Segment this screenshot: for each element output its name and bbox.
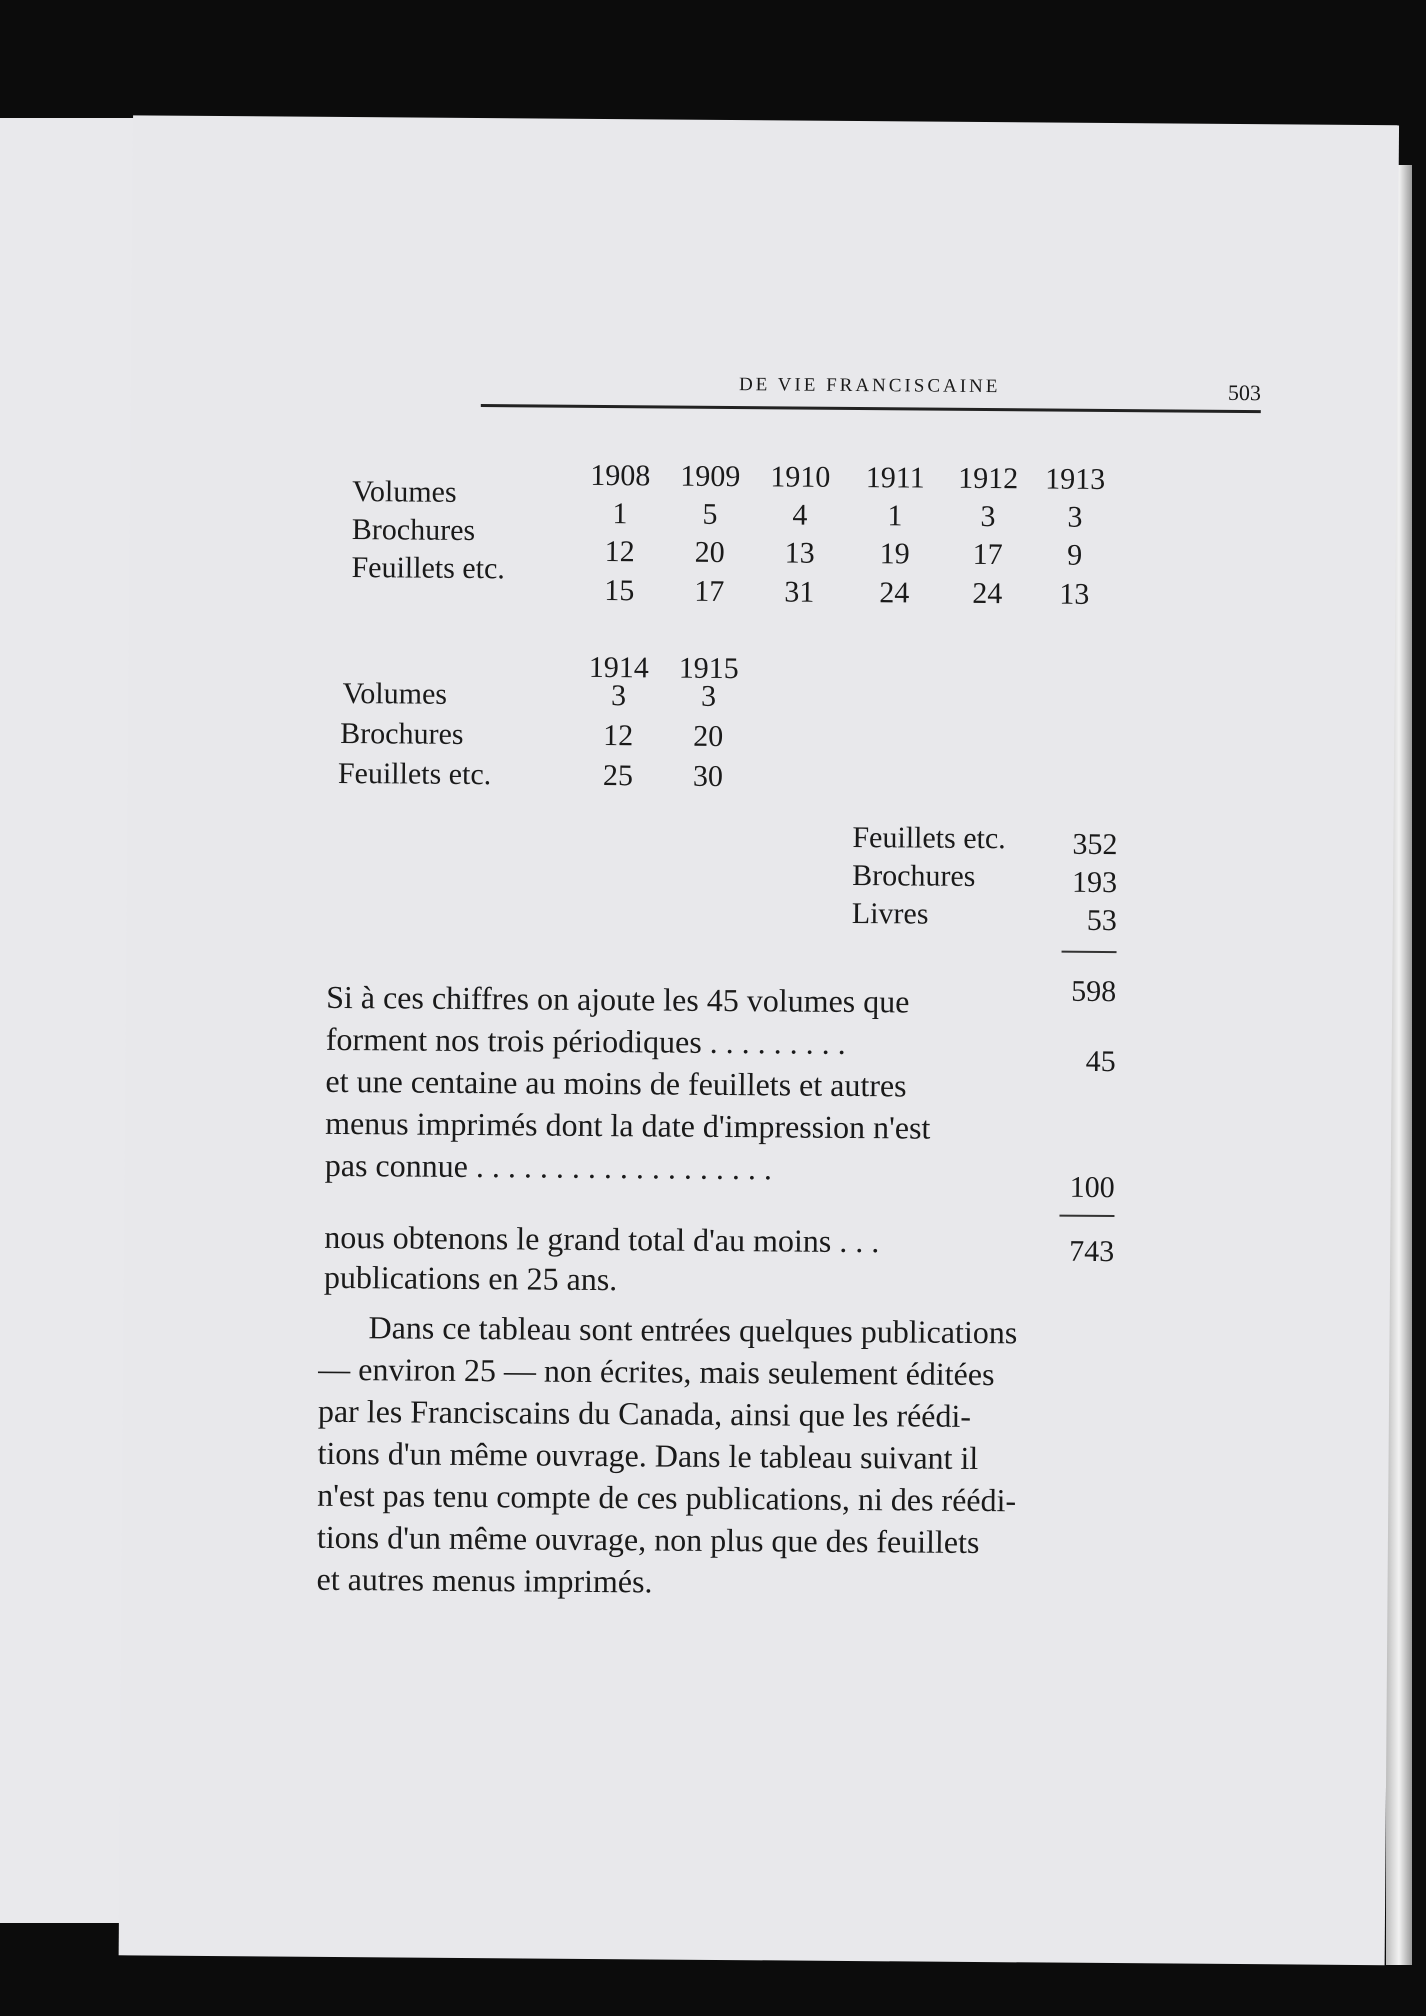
year-1911: 1911 [865,461,925,495]
table-cell: 5 [702,497,718,531]
subtotal-value: 598 [1071,974,1117,1009]
book-page [119,115,1399,1965]
additions-line-5: pas connue . . . . . . . . . . . . . . . . . . . [324,1146,773,1187]
paragraph-line: par les Franciscains du Canada, ainsi que les réédi- [317,1392,972,1434]
table-cell: 20 [694,535,725,569]
table-cell: 19 [879,537,910,571]
row-label-feuillets: Feuillets etc. [337,756,492,792]
paragraph-line: tions d'un même ouvrage. Dans le tableau suivant il [317,1434,979,1476]
table-cell: 13 [1059,577,1090,611]
table-cell: 13 [784,536,815,570]
year-1912: 1912 [958,461,1019,496]
row-label-brochures: Brochures [340,716,464,751]
table-cell: 12 [604,535,635,569]
grand-total-value: 743 [1069,1234,1115,1269]
paragraph-line: — environ 25 — non écrites, mais seulement éditées [318,1350,995,1393]
table-cell: 3 [980,499,996,534]
total-value-feuillets: 352 [1072,827,1118,862]
total-value-livres: 53 [1086,903,1117,938]
paragraph-line: tions d'un même ouvrage, non plus que des feuillets [316,1518,980,1561]
additions-amount-100: 100 [1069,1170,1115,1205]
additions-line-1: Si à ces chiffres on ajoute les 45 volumes que [326,978,910,1020]
additions-line-6: nous obtenons le grand total d'au moins . . . [324,1218,880,1260]
table-cell: 3 [610,679,627,713]
table-cell: 1 [887,499,903,533]
row-label-volumes: Volumes [342,676,448,711]
page-number: 503 [1227,379,1262,406]
table-cell: 30 [692,759,724,793]
table-cell: 20 [693,719,724,753]
additions-line-2: forment nos trois périodiques . . . . . . . . . [325,1020,846,1061]
year-1909: 1909 [680,459,741,494]
table-cell: 24 [879,576,910,610]
sum-rule [1062,951,1117,953]
total-value-brochures: 193 [1071,865,1118,900]
year-1910: 1910 [770,460,831,494]
year-1914: 1914 [588,650,649,685]
row-label-brochures: Brochures [351,513,476,548]
row-label-feuillets: Feuillets etc. [351,551,505,586]
row-label-volumes: Volumes [352,475,457,509]
additions-amount-45: 45 [1085,1044,1116,1079]
table-cell: 1 [612,497,628,531]
table-cell: 3 [1067,500,1083,534]
paragraph-line: et autres menus imprimés. [316,1560,653,1600]
additions-line-3: et une centaine au moins de feuillets et autres [325,1062,907,1104]
table-cell: 9 [1067,538,1083,572]
additions-line-7: publications en 25 ans. [323,1258,618,1298]
table-cell: 12 [603,719,634,753]
table-cell: 4 [792,498,808,532]
year-1915: 1915 [678,651,739,686]
table-cell: 17 [972,537,1003,572]
table-cell: 15 [604,574,635,608]
header-rule [481,404,1261,413]
sum-rule [1059,1215,1114,1217]
running-head [481,368,1261,424]
running-title: DE VIE FRANCISCAINE [738,374,1001,398]
year-1908: 1908 [590,458,651,493]
paragraph-line: n'est pas tenu compte de ces publications, ni des réédi- [317,1476,1017,1519]
total-label-livres: Livres [851,896,929,931]
table-cell: 25 [602,759,634,793]
additions-line-4: menus imprimés dont la date d'impression n'est [325,1104,931,1146]
year-1913: 1913 [1045,462,1106,496]
table-cell: 3 [700,679,717,713]
table-cell: 17 [694,574,725,608]
total-label-feuillets: Feuillets etc. [852,820,1006,856]
paragraph-line: Dans ce tableau sont entrées quelques publications [368,1309,1018,1351]
table-cell: 24 [972,576,1003,611]
total-label-brochures: Brochures [852,858,976,893]
table-cell: 31 [784,575,815,609]
